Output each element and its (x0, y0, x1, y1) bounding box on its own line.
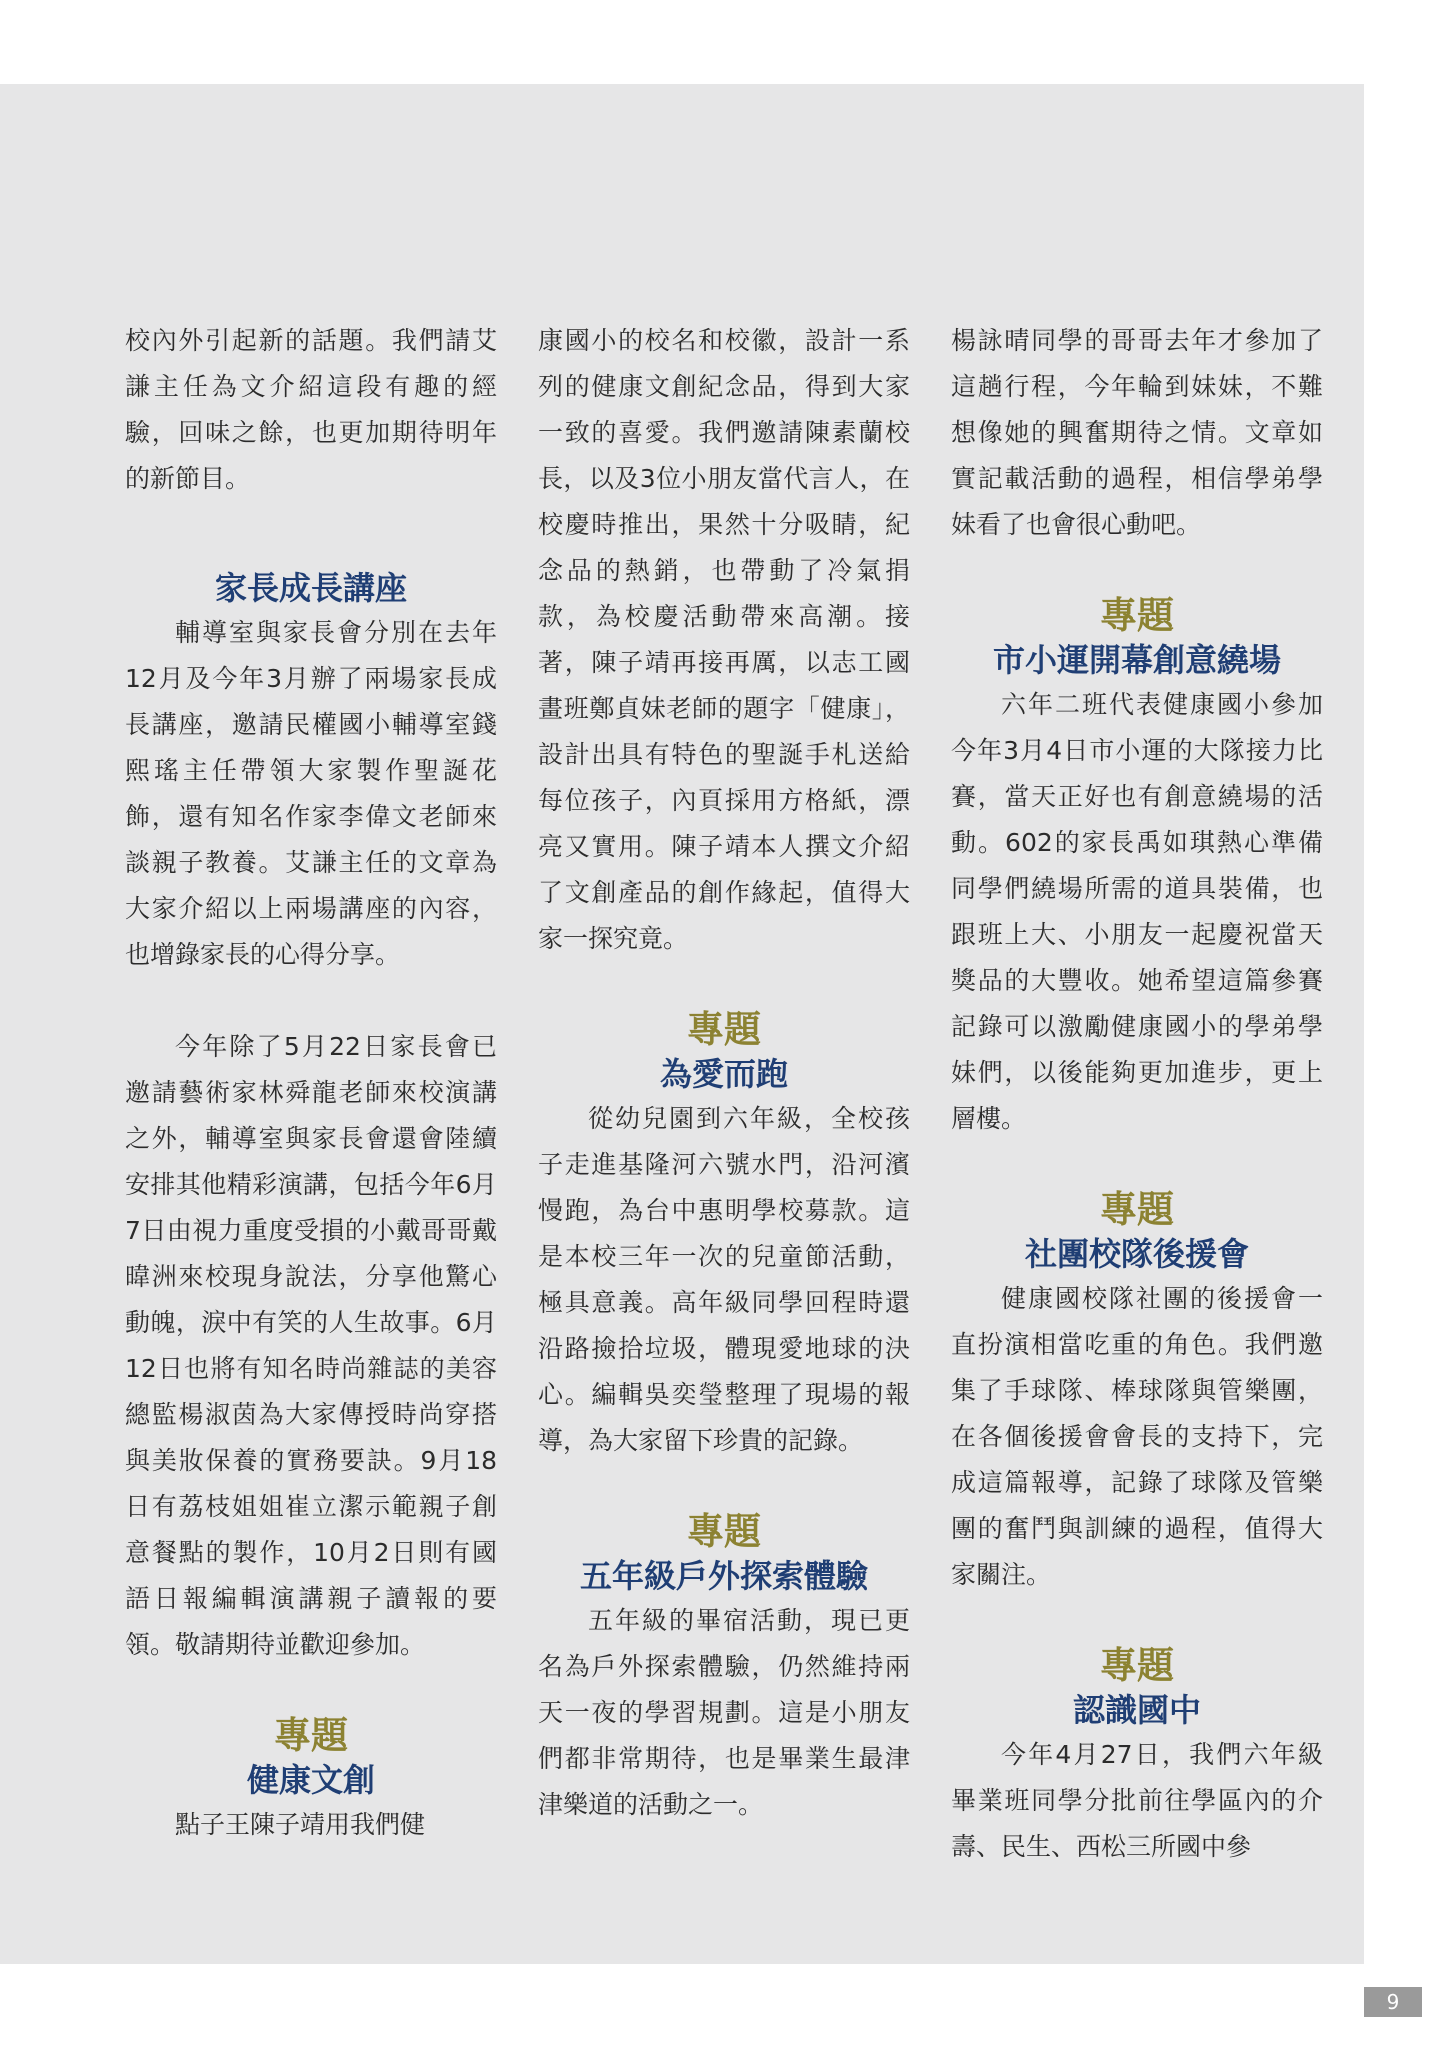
section-heading: 健康文創 (246, 1761, 375, 1799)
intro-paragraph: 校內外引起新的話題。我們請艾謙主任為文介紹這段有趣的經驗，回味之餘，也更加期待明年的新節目。 (125, 326, 497, 493)
section-tag: 專題 (1100, 1188, 1174, 1231)
section-paragraph: 健康國校隊社團的後援會一直扮演相當吃重的角色。我們邀集了手球隊、棒球隊與管樂團，在各個後援會會長的支持下，完成這篇報導，記錄了球隊及管樂團的奮鬥與訓練的過程，值得大家關注。 (951, 1284, 1323, 1589)
section-heading: 為愛而跑 (659, 1055, 788, 1093)
page-number: 9 (1364, 1987, 1422, 2017)
section-paragraph: 從幼兒園到六年級，全校孩子走進基隆河六號水門，沿河濱慢跑，為台中惠明學校募款。這是本校三年一次的兒童節活動，極具意義。高年級同學回程時還沿路撿拾垃圾，體現愛地球的決心。編輯吳奕瑩整理了現場的報導，為大家留下珍貴的記錄。 (538, 1104, 910, 1455)
section-paragraph: 輔導室與家長會分別在去年12月及今年3月辦了兩場家長成長講座，邀請民權國小輔導室錢熙瑤主任帶領大家製作聖誕花飾，還有知名作家李偉文老師來談親子教養。艾謙主任的文章為大家介紹以上兩場講座的內容，也增錄家長的心得分享。 (125, 618, 497, 969)
section-tag: 專題 (274, 1714, 348, 1757)
section-paragraph: 點子王陳子靖用我們健 (175, 1810, 426, 1839)
section-heading: 家長成長講座 (214, 569, 407, 607)
section-heading: 五年級戶外探索體驗 (579, 1557, 868, 1595)
column-2 (538, 318, 910, 1828)
section-tag: 專題 (687, 1008, 761, 1051)
section-tag: 專題 (687, 1510, 761, 1553)
section-paragraph: 今年4月27日，我們六年級畢業班同學分批前往學區內的介壽、民生、西松三所國中參 (951, 1740, 1323, 1861)
continued-paragraph: 康國小的校名和校徽，設計一系列的健康文創紀念品，得到大家一致的喜愛。我們邀請陳素蘭校長，以及3位小朋友當代言人，在校慶時推出，果然十分吸睛，紀念品的熱銷，也帶動了冷氣捐款，為校慶活動帶來高潮。接著，陳子靖再接再厲，以志工國畫班鄭貞妹老師的題字「健康」，設計出具有特色的聖誕手札送給每位孩子，內頁採用方格紙，漂亮又實用。陳子靖本人撰文介紹了文創產品的創作緣起，值得大家一探究竟。 (538, 326, 910, 953)
section-tag: 專題 (1100, 1644, 1174, 1687)
section-paragraph: 五年級的畢宿活動，現已更名為戶外探索體驗，仍然維持兩天一夜的學習規劃。這是小朋友們都非常期待，也是畢業生最津津樂道的活動之一。 (538, 1606, 910, 1819)
section-heading: 社團校隊後援會 (1024, 1235, 1249, 1273)
column-1 (125, 318, 497, 1848)
section-paragraph: 六年二班代表健康國小參加今年3月4日市小運的大隊接力比賽，當天正好也有創意繞場的活動。602的家長禹如琪熱心準備同學們繞場所需的道具裝備，也跟班上大、小朋友一起慶祝當天獎品的大豐收。她希望這篇參賽記錄可以激勵健康國小的學弟學妹們，以後能夠更加進步，更上層樓。 (951, 690, 1323, 1133)
section-heading: 認識國中 (1072, 1691, 1201, 1729)
section-tag: 專題 (1100, 594, 1174, 637)
section-heading: 市小運開幕創意繞場 (992, 641, 1281, 679)
continued-paragraph: 楊詠晴同學的哥哥去年才參加了這趟行程，今年輪到妹妹，不難想像她的興奮期待之情。文章如實記載活動的過程，相信學弟學妹看了也會很心動吧。 (951, 326, 1323, 539)
column-3 (951, 318, 1323, 1870)
section-paragraph: 今年除了5月22日家長會已邀請藝術家林舜龍老師來校演講之外，輔導室與家長會還會陸續安排其他精彩演講，包括今年6月7日由視力重度受損的小戴哥哥戴暐洲來校現身說法，分享他驚心動魄，淚中有笑的人生故事。6月12日也將有知名時尚雜誌的美容總監楊淑茵為大家傳授時尚穿搭與美妝保養的實務要訣。9月18日有荔枝姐姐崔立潔示範親子創意餐點的製作，10月2日則有國語日報編輯演講親子讀報的要領。敬請期待並歡迎參加。 (125, 1032, 497, 1659)
